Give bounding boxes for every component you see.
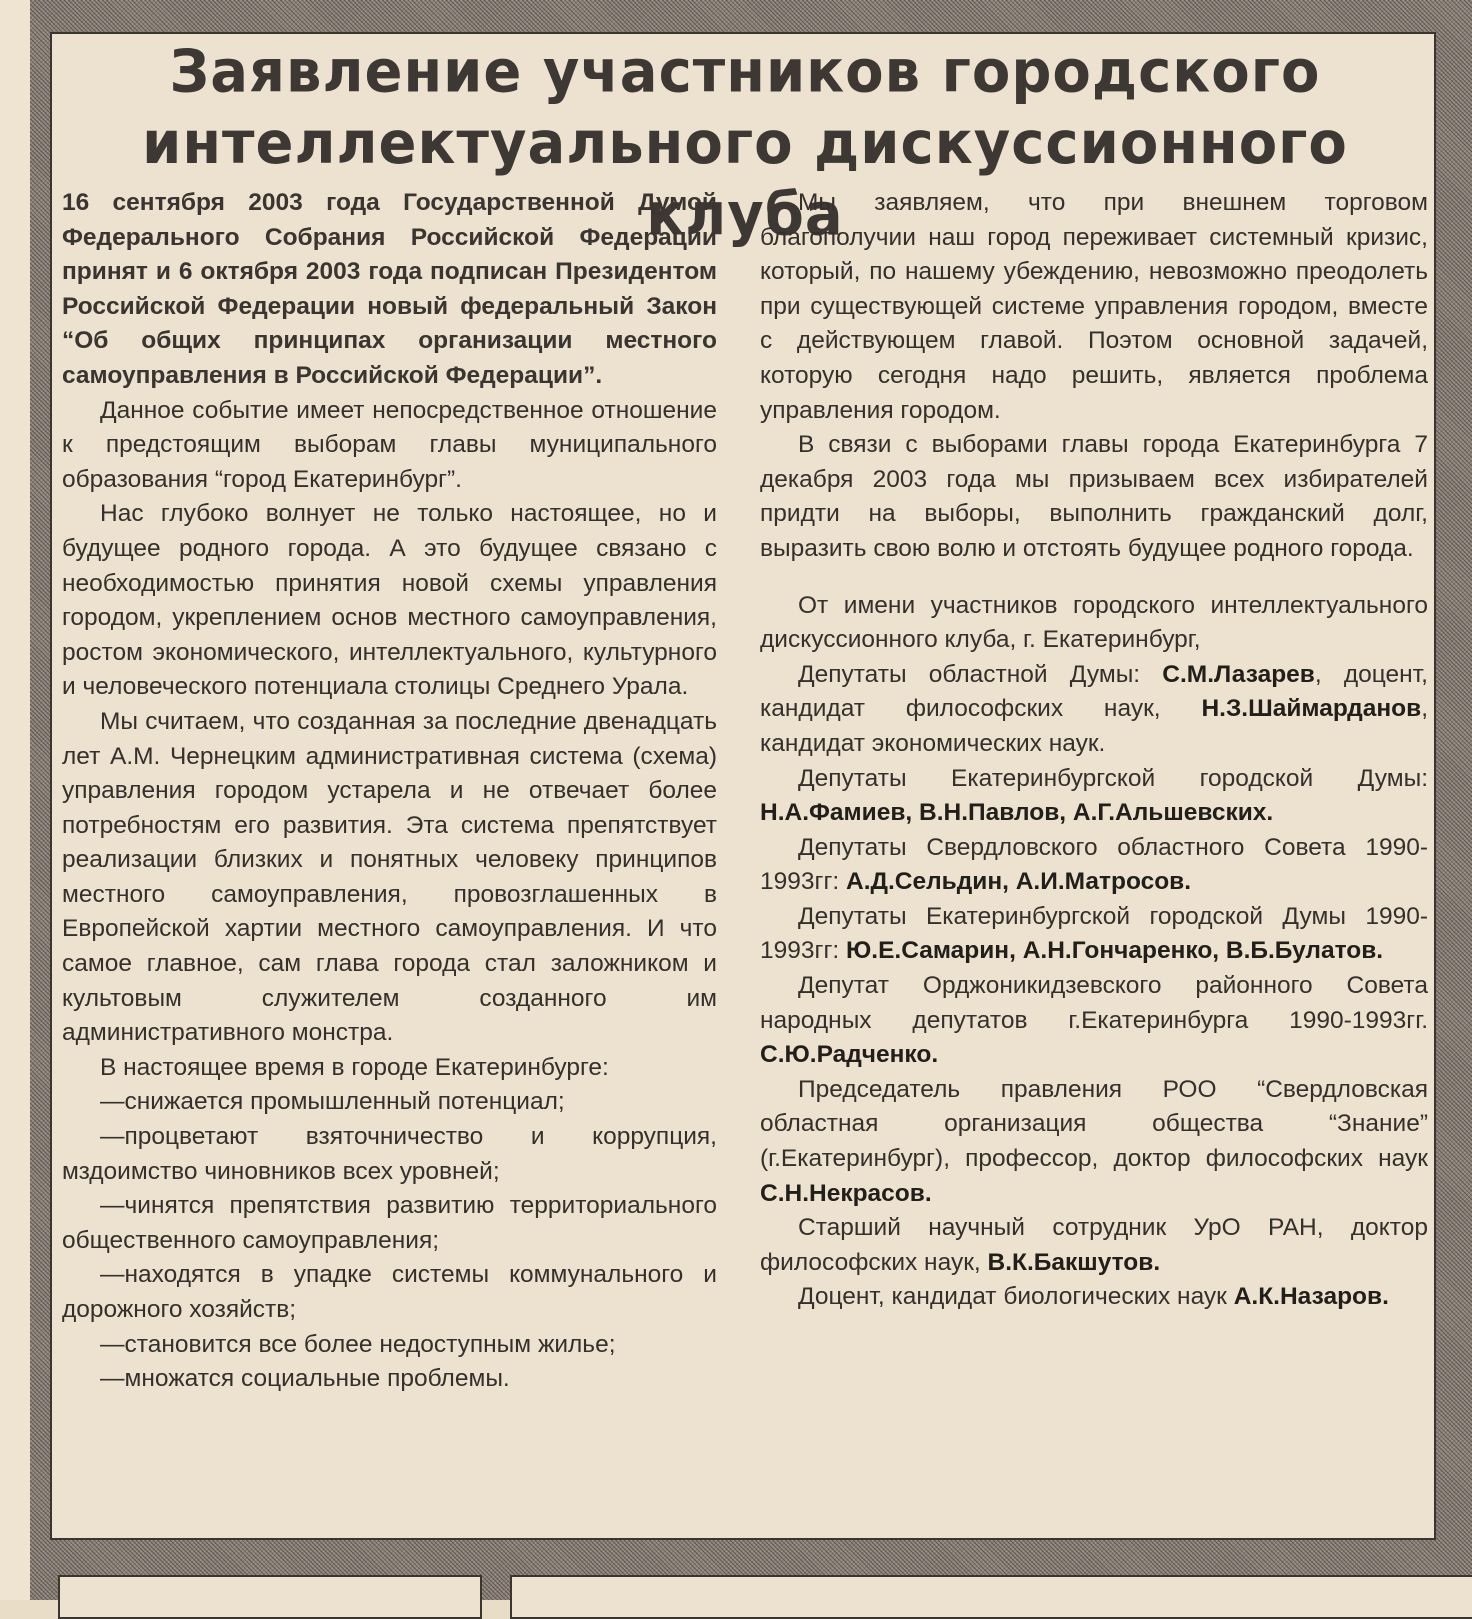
list-item: —снижается промышленный потенциал; bbox=[100, 1088, 565, 1116]
signatory-entry bbox=[760, 831, 1428, 900]
signatory-role: Председатель правления РОО “Свердловская областная организация общества “Знание” (г.Екатеринбург), профессор, доктор философских наук bbox=[760, 1075, 1428, 1173]
list-item: —становится все более недоступным жилье; bbox=[100, 1330, 616, 1358]
paragraph: Мы заявляем, что при внешнем торговом благополучии наш город переживает системный кризис, который, по нашему убеждению, невозможно преодолеть при существующей системе управления городом, вместе с действующем главой. Поэтом основной задачей, которую сегодня надо решить, является проблема управления городом. bbox=[760, 189, 1428, 424]
signatory-name: Н.З.Шаймарданов bbox=[1201, 695, 1422, 723]
paragraph: Нас глубоко волнует не только настоящее, но и будущее родного города. А это будущее связано с необходимостью принятия новой схемы управления городом, укреплением основ местного самоуправления, ростом экономического, интеллектуального, культурного и человеческого потенциала столицы Среднего Урала. bbox=[62, 500, 717, 701]
paragraph: Мы считаем, что созданная за последние двенадцать лет А.М. Чернецким административная система (схема) управления городом устарела и не отвечает более потребностям его развития. Эта система препятствует реализации близких и понятных человеку принципов местного самоуправления, провозглашенных в Европейской хартии местного самоуправления. И что самое главное, сам глава города стал заложником и культовым служителем созданного им административного монстра. bbox=[62, 707, 717, 1047]
left-column bbox=[62, 186, 717, 1397]
signatory-role: Старший научный сотрудник УрО РАН, доктор философских наук, bbox=[760, 1214, 1428, 1276]
signature-intro: От имени участников городского интеллектуального дискуссионного клуба, г. Екатеринбург, bbox=[760, 591, 1428, 654]
signatory-role: , доцент, кандидат философских наук, bbox=[760, 660, 1428, 723]
signatory-role: Депутаты Свердловского областного Совета 1990-1993гг: bbox=[760, 833, 1428, 896]
signatory-name: С.Ю.Радченко. bbox=[760, 1041, 939, 1069]
signatory-role: Депутат Орджоникидзевского районного Совета народных депутатов г.Екатеринбурга 1990-1993гг. bbox=[760, 972, 1428, 1034]
signatory-role: Депутаты Екатеринбургской городской Думы: bbox=[798, 764, 1428, 792]
next-article-box-right bbox=[510, 1575, 1472, 1619]
signatory-name: В.К.Бакшутов. bbox=[987, 1248, 1161, 1276]
signatory-entry bbox=[760, 1211, 1428, 1280]
signatory-name: С.М.Лазарев bbox=[1162, 660, 1315, 688]
spacer bbox=[760, 567, 1428, 589]
problems-list bbox=[62, 1085, 717, 1396]
page-margin bbox=[0, 0, 30, 1600]
signatory-entry bbox=[760, 658, 1428, 762]
signatory-entry bbox=[760, 1280, 1428, 1315]
signatory-role: Депутаты областной Думы: bbox=[798, 660, 1163, 688]
signatory-entry bbox=[760, 900, 1428, 969]
signatory-name: Н.А.Фамиев, В.Н.Павлов, А.Г.Альшевских. bbox=[760, 799, 1274, 827]
signatory-entry bbox=[760, 762, 1428, 831]
signatory-name: С.Н.Некрасов. bbox=[760, 1179, 932, 1207]
signatory-role: Депутаты Екатеринбургской городской Думы 1990-1993гг: bbox=[760, 902, 1428, 965]
paragraph: В настоящее время в городе Екатеринбурге: bbox=[100, 1053, 609, 1081]
signatory-role: Доцент, кандидат биологических наук bbox=[798, 1283, 1234, 1311]
list-item: —множатся социальные проблемы. bbox=[100, 1365, 510, 1393]
list-item: —чинятся препятствия развитию территориального общественного самоуправления; bbox=[62, 1192, 717, 1254]
signatory-name: А.К.Назаров. bbox=[1233, 1283, 1389, 1311]
list-item: —находятся в упадке системы коммунального и дорожного хозяйств; bbox=[62, 1261, 717, 1323]
next-article-box-left bbox=[58, 1575, 482, 1619]
right-column bbox=[760, 186, 1428, 1315]
signatory-name: Ю.Е.Самарин, А.Н.Гончаренко, В.Б.Булатов. bbox=[846, 937, 1384, 965]
signatory-entry bbox=[760, 1073, 1428, 1211]
signatory-name: А.Д.Сельдин, А.И.Матросов. bbox=[846, 868, 1192, 896]
signatory-entry bbox=[760, 969, 1428, 1073]
paragraph: Данное событие имеет непосредственное отношение к предстоящим выборам главы муниципального образования “город Екатеринбург”. bbox=[62, 396, 717, 493]
paragraph: В связи с выборами главы города Екатеринбурга 7 декабря 2003 года мы призываем всех избирателей придти на выборы, выполнить гражданский долг, выразить свою волю и отстоять будущее родного города. bbox=[760, 431, 1428, 562]
lead-paragraph: 16 сентября 2003 года Государственной Думой Федерального Собрания Российской Федерации принят и 6 октября 2003 года подписан Президентом Российской Федерации новый федеральный Закон “Об общих принципах организации местного самоуправления в Российской Федерации”. bbox=[62, 189, 717, 389]
headline-line-1: Заявление участников городского bbox=[169, 37, 1321, 107]
signatory-role: , кандидат экономических наук. bbox=[760, 695, 1428, 757]
headline-line-2: интеллектуального дискуссионного клуба bbox=[142, 109, 1348, 249]
list-item: —процветают взяточничество и коррупция, мздоимство чиновников всех уровней; bbox=[62, 1123, 717, 1185]
